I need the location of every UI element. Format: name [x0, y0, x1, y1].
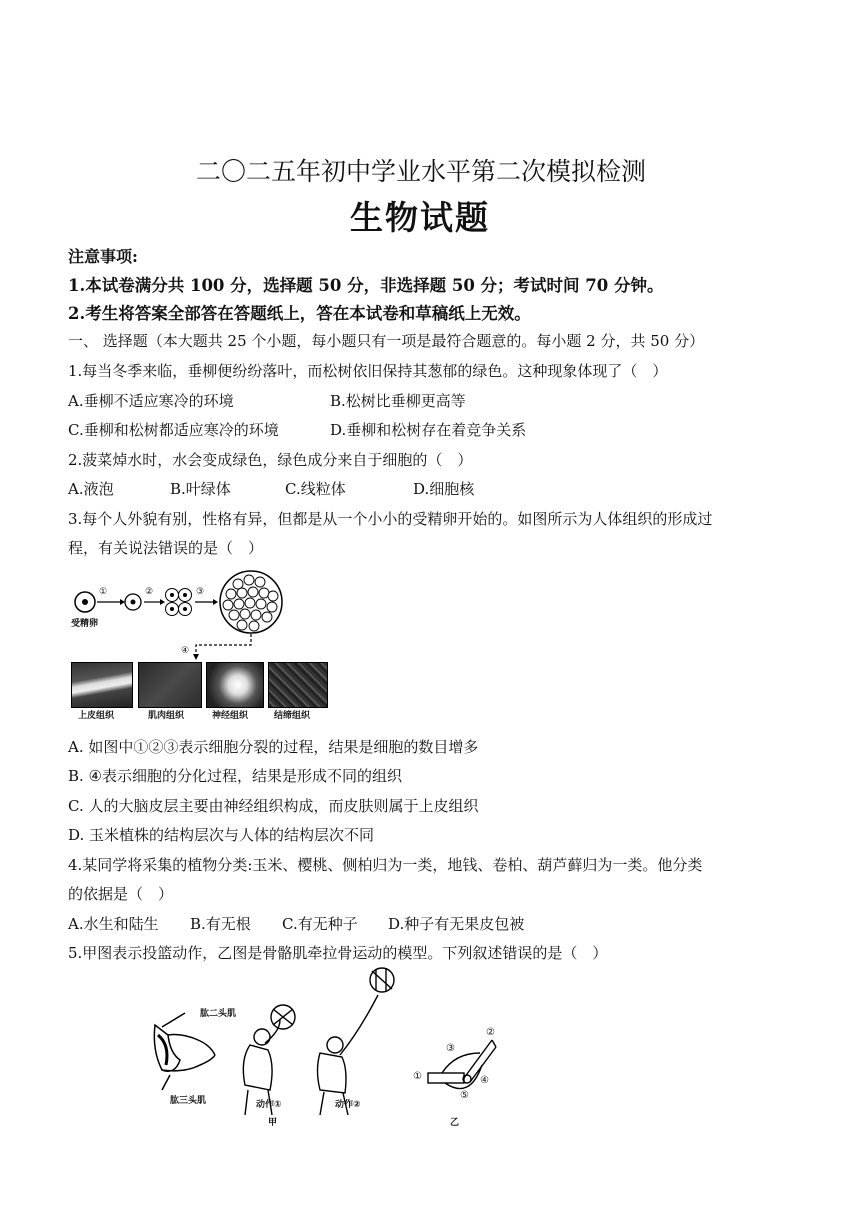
q3-stem-line2: 程，有关说法错误的是（ ）	[68, 539, 264, 557]
q4-option-b: B.有无根	[190, 915, 251, 933]
notice-heading: 注意事项:	[68, 247, 138, 266]
model-label-3: ③	[446, 1043, 455, 1054]
step-label-2: ②	[145, 587, 154, 597]
q2-option-d: D.细胞核	[413, 480, 475, 498]
q2-option-a: A.液泡	[68, 480, 114, 498]
exam-title: 二〇二五年初中学业水平第二次模拟检测	[196, 157, 647, 186]
notice-item-2: 2.考生将答案全部答在答题纸上，答在本试卷和草稿纸上无效。	[68, 304, 531, 323]
cell-division-diagram	[68, 570, 328, 660]
jia-label: 甲	[268, 1118, 278, 1128]
model-label-5: ⑤	[460, 1090, 469, 1101]
q3-option-b: B. ④表示细胞的分化过程，结果是形成不同的组织	[68, 767, 403, 785]
q3-option-a: A. 如图中①②③表示细胞分裂的过程，结果是细胞的数目增多	[68, 738, 479, 756]
epithelial-tissue-image	[71, 662, 133, 708]
q1-option-b: B.松树比垂柳更高等	[330, 392, 466, 410]
arm-movement-figure	[140, 965, 520, 1135]
q4-stem-line2: 的依据是（ ）	[68, 885, 174, 903]
q2-option-b: B.叶绿体	[170, 480, 231, 498]
q3-option-d: D. 玉米植株的结构层次与人体的结构层次不同	[68, 826, 375, 844]
q1-option-c: C.垂柳和松树都适应寒冷的环境	[68, 421, 279, 439]
action1-label: 动作①	[256, 1100, 282, 1110]
connective-tissue-image	[268, 662, 328, 708]
step-label-4: ④	[181, 646, 190, 656]
q3-stem-line1: 3.每个人外貌有别，性格有异，但都是从一个小小的受精卵开始的。如图所示为人体组织的形成过	[68, 510, 713, 528]
notice-item-1: 1.本试卷满分共 100 分，选择题 50 分，非选择题 50 分；考试时间 70 分钟。	[68, 276, 664, 295]
zygote-label: 受精卵	[71, 619, 99, 629]
section-heading: 一、 选择题（本大题共 25 个小题，每小题只有一项是最符合题意的。每小题 2 分，共 50 分）	[68, 332, 705, 350]
tissue-label-nervous: 神经组织	[212, 711, 249, 721]
subject-title: 生物试题	[350, 198, 490, 237]
arm-movement-drawing	[140, 965, 520, 1135]
q2-stem: 2.菠菜焯水时，水会变成绿色，绿色成分来自于细胞的（ ）	[68, 451, 473, 469]
q4-stem-line1: 4.某同学将采集的植物分类:玉米、樱桃、侧柏归为一类，地钱、卷柏、葫芦藓归为一类。他分类	[68, 856, 703, 874]
q4-option-c: C.有无种子	[282, 915, 358, 933]
q2-option-c: C.线粒体	[285, 480, 346, 498]
model-label-2: ②	[486, 1027, 495, 1038]
q1-option-d: D.垂柳和松树存在着竞争关系	[330, 421, 527, 439]
q1-stem: 1.每当冬季来临，垂柳便纷纷落叶，而松树依旧保持其葱郁的绿色。这种现象体现了（ ）	[68, 362, 668, 380]
action2-label: 动作②	[335, 1100, 361, 1110]
q3-option-c: C. 人的大脑皮层主要由神经组织构成，而皮肤则属于上皮组织	[68, 797, 479, 815]
tissue-label-muscle: 肌肉组织	[148, 711, 185, 721]
q1-option-a: A.垂柳不适应寒冷的环境	[68, 392, 234, 410]
model-label-4: ④	[480, 1075, 489, 1086]
step-label-1: ①	[99, 587, 108, 597]
yi-label: 乙	[450, 1118, 460, 1128]
q4-option-d: D.种子有无果皮包被	[388, 915, 525, 933]
tissue-label-epithelial: 上皮组织	[78, 711, 115, 721]
q5-stem: 5.甲图表示投篮动作，乙图是骨骼肌牵拉骨运动的模型。下列叙述错误的是（ ）	[68, 944, 608, 962]
model-label-1: ①	[413, 1071, 422, 1082]
tissue-label-connective: 结缔组织	[274, 711, 311, 721]
step-label-3: ③	[196, 587, 205, 597]
q4-option-a: A.水生和陆生	[68, 915, 159, 933]
nervous-tissue-image	[206, 662, 264, 708]
muscle-tissue-image	[138, 662, 202, 708]
biceps-label: 肱二头肌	[200, 1009, 237, 1019]
triceps-label: 肱三头肌	[170, 1096, 207, 1106]
cell-differentiation-figure	[68, 570, 328, 720]
